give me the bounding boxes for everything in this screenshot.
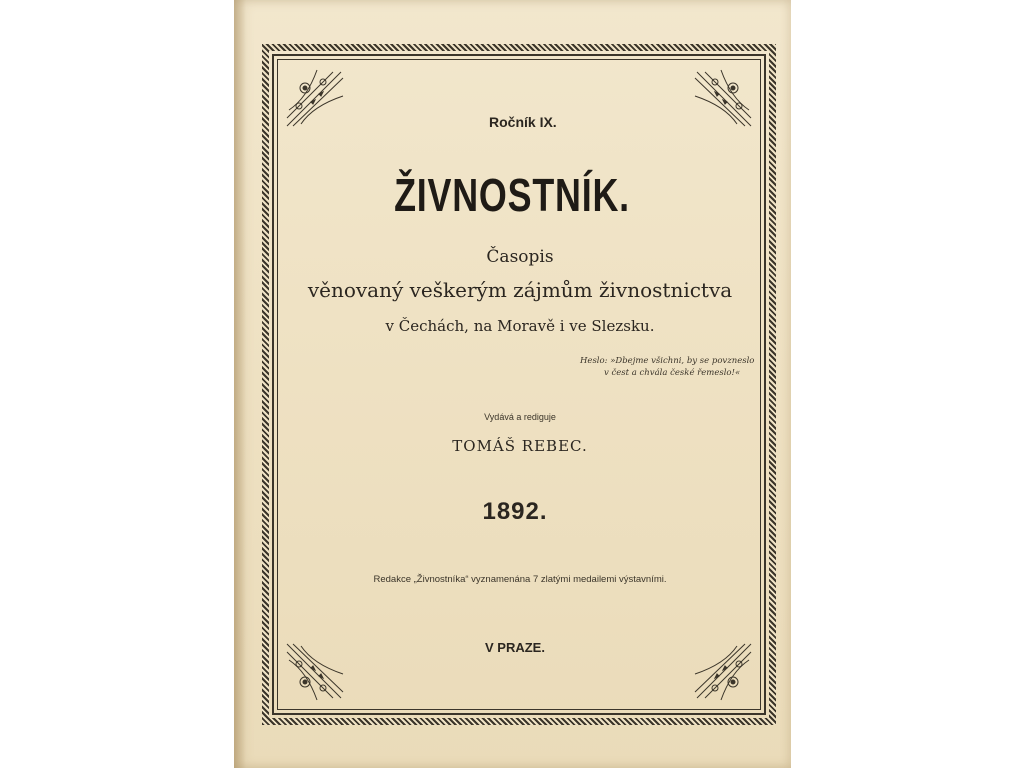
publisher-name: TOMÁŠ REBEC. (452, 437, 588, 455)
subtitle-line1: Časopis (486, 247, 554, 267)
motto-line2: v čest a chvála české řemeslo!« (604, 368, 741, 378)
subtitle-line2: věnovaný veškerým zájmům živnostnictva (307, 278, 733, 302)
corner-ornament-icon (691, 66, 755, 130)
border-rule-inner (277, 59, 761, 710)
publisher-label: Vydává a rediguje (484, 412, 556, 422)
corner-ornament-icon (283, 66, 347, 130)
publication-place: V PRAZE. (485, 640, 545, 655)
journal-title: ŽIVNOSTNÍK. (394, 169, 630, 221)
subtitle-line3: v Čechách, na Moravě i ve Slezsku. (385, 317, 655, 335)
publication-year: 1892. (482, 498, 548, 525)
volume-label: Ročník IX. (489, 114, 557, 130)
award-note: Redakce „Živnostníka“ vyznamenána 7 zlatými medailemi výstavními. (373, 574, 667, 585)
motto (580, 355, 754, 379)
motto-line1: Heslo: »Dbejme všichni, by se povzneslo (580, 356, 755, 366)
